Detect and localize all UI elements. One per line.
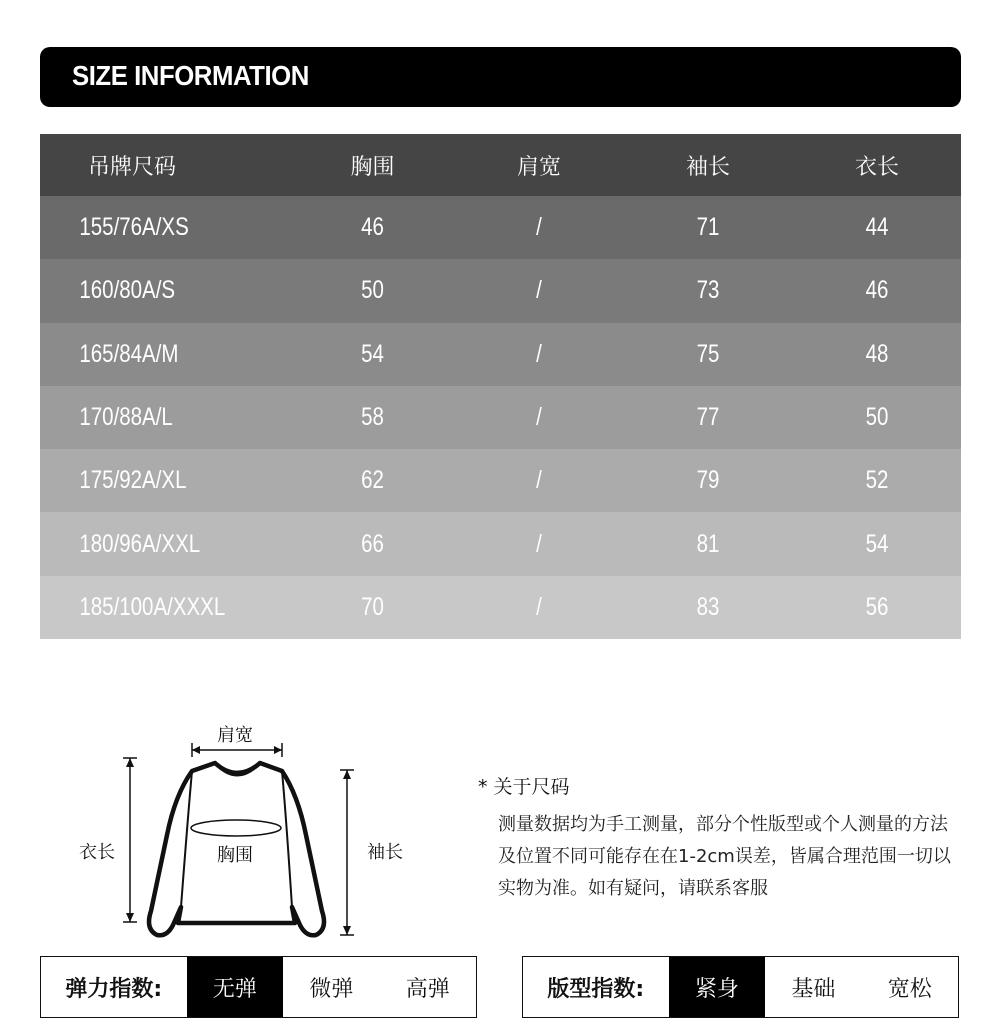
notes-heading: * 关于尺码 <box>478 776 570 798</box>
header-shoulder: 肩宽 <box>516 154 561 180</box>
cell-size: 175/92A/XL <box>79 466 187 495</box>
size-table <box>40 134 961 639</box>
cell-length: 52 <box>865 466 889 495</box>
table-row <box>40 449 961 512</box>
cell-length: 56 <box>865 592 889 621</box>
size-notes <box>478 772 968 905</box>
notes-body: 测量数据均为手工测量，部分个性版型或个人测量的方法及位置不同可能存在在1-2cm误差，皆属合理范围一切以实物为准。如有疑问，请联系客服 <box>498 814 951 899</box>
title-bar <box>40 47 961 107</box>
table-row <box>40 576 961 639</box>
chest-label: 胸围 <box>217 845 253 866</box>
table-row <box>40 512 961 575</box>
cell-shoulder: / <box>536 276 542 305</box>
cell-size: 170/88A/L <box>79 403 173 432</box>
cell-sleeve: 75 <box>696 339 720 368</box>
cell-chest: 66 <box>361 529 384 558</box>
cell-sleeve: 81 <box>696 529 720 558</box>
elasticity-option-none: 无弹 <box>187 957 283 1017</box>
cell-sleeve: 83 <box>696 592 720 621</box>
fit-option-slim: 紧身 <box>669 957 765 1017</box>
elasticity-label: 弹力指数: <box>65 976 163 1002</box>
header-chest: 胸围 <box>350 154 395 180</box>
table-row <box>40 323 961 386</box>
table-header-row <box>40 134 961 196</box>
fit-label: 版型指数: <box>547 976 645 1002</box>
elasticity-option-high: 高弹 <box>405 976 450 1002</box>
elasticity-option-slight: 微弹 <box>309 976 354 1002</box>
header-length: 衣长 <box>854 154 899 180</box>
cell-size: 185/100A/XXXL <box>79 592 226 621</box>
sweater-outline-icon <box>60 715 420 945</box>
length-label: 衣长 <box>79 842 115 863</box>
cell-sleeve: 77 <box>696 403 720 432</box>
cell-shoulder: / <box>536 466 542 495</box>
table-row <box>40 386 961 449</box>
elasticity-index <box>40 956 477 1018</box>
fit-option-loose: 宽松 <box>887 976 932 1002</box>
table-row <box>40 196 961 259</box>
cell-length: 44 <box>865 213 889 242</box>
page-title: SIZE INFORMATION <box>72 60 309 91</box>
cell-size: 165/84A/M <box>79 339 179 368</box>
header-sleeve: 袖长 <box>685 154 730 180</box>
cell-length: 50 <box>865 403 889 432</box>
cell-chest: 62 <box>361 466 384 495</box>
cell-size: 155/76A/XS <box>79 213 189 242</box>
cell-chest: 50 <box>361 276 384 305</box>
garment-diagram <box>60 715 420 945</box>
cell-size: 180/96A/XXL <box>79 529 201 558</box>
sleeve-label: 袖长 <box>367 842 403 863</box>
cell-length: 54 <box>865 529 889 558</box>
shoulder-label: 肩宽 <box>217 725 253 746</box>
cell-shoulder: / <box>536 403 542 432</box>
cell-length: 46 <box>865 276 889 305</box>
cell-shoulder: / <box>536 339 542 368</box>
fit-index <box>522 956 959 1018</box>
cell-sleeve: 79 <box>696 466 720 495</box>
cell-shoulder: / <box>536 529 542 558</box>
cell-chest: 58 <box>361 403 384 432</box>
header-size: 吊牌尺码 <box>88 154 177 180</box>
table-body <box>40 196 961 639</box>
cell-size: 160/80A/S <box>79 276 176 305</box>
cell-length: 48 <box>865 339 889 368</box>
cell-chest: 54 <box>361 339 384 368</box>
table-row <box>40 259 961 322</box>
cell-shoulder: / <box>536 592 542 621</box>
fit-option-regular: 基础 <box>791 976 836 1002</box>
cell-sleeve: 71 <box>696 213 720 242</box>
cell-shoulder: / <box>536 213 542 242</box>
cell-chest: 70 <box>361 592 384 621</box>
cell-chest: 46 <box>361 213 384 242</box>
cell-sleeve: 73 <box>696 276 720 305</box>
